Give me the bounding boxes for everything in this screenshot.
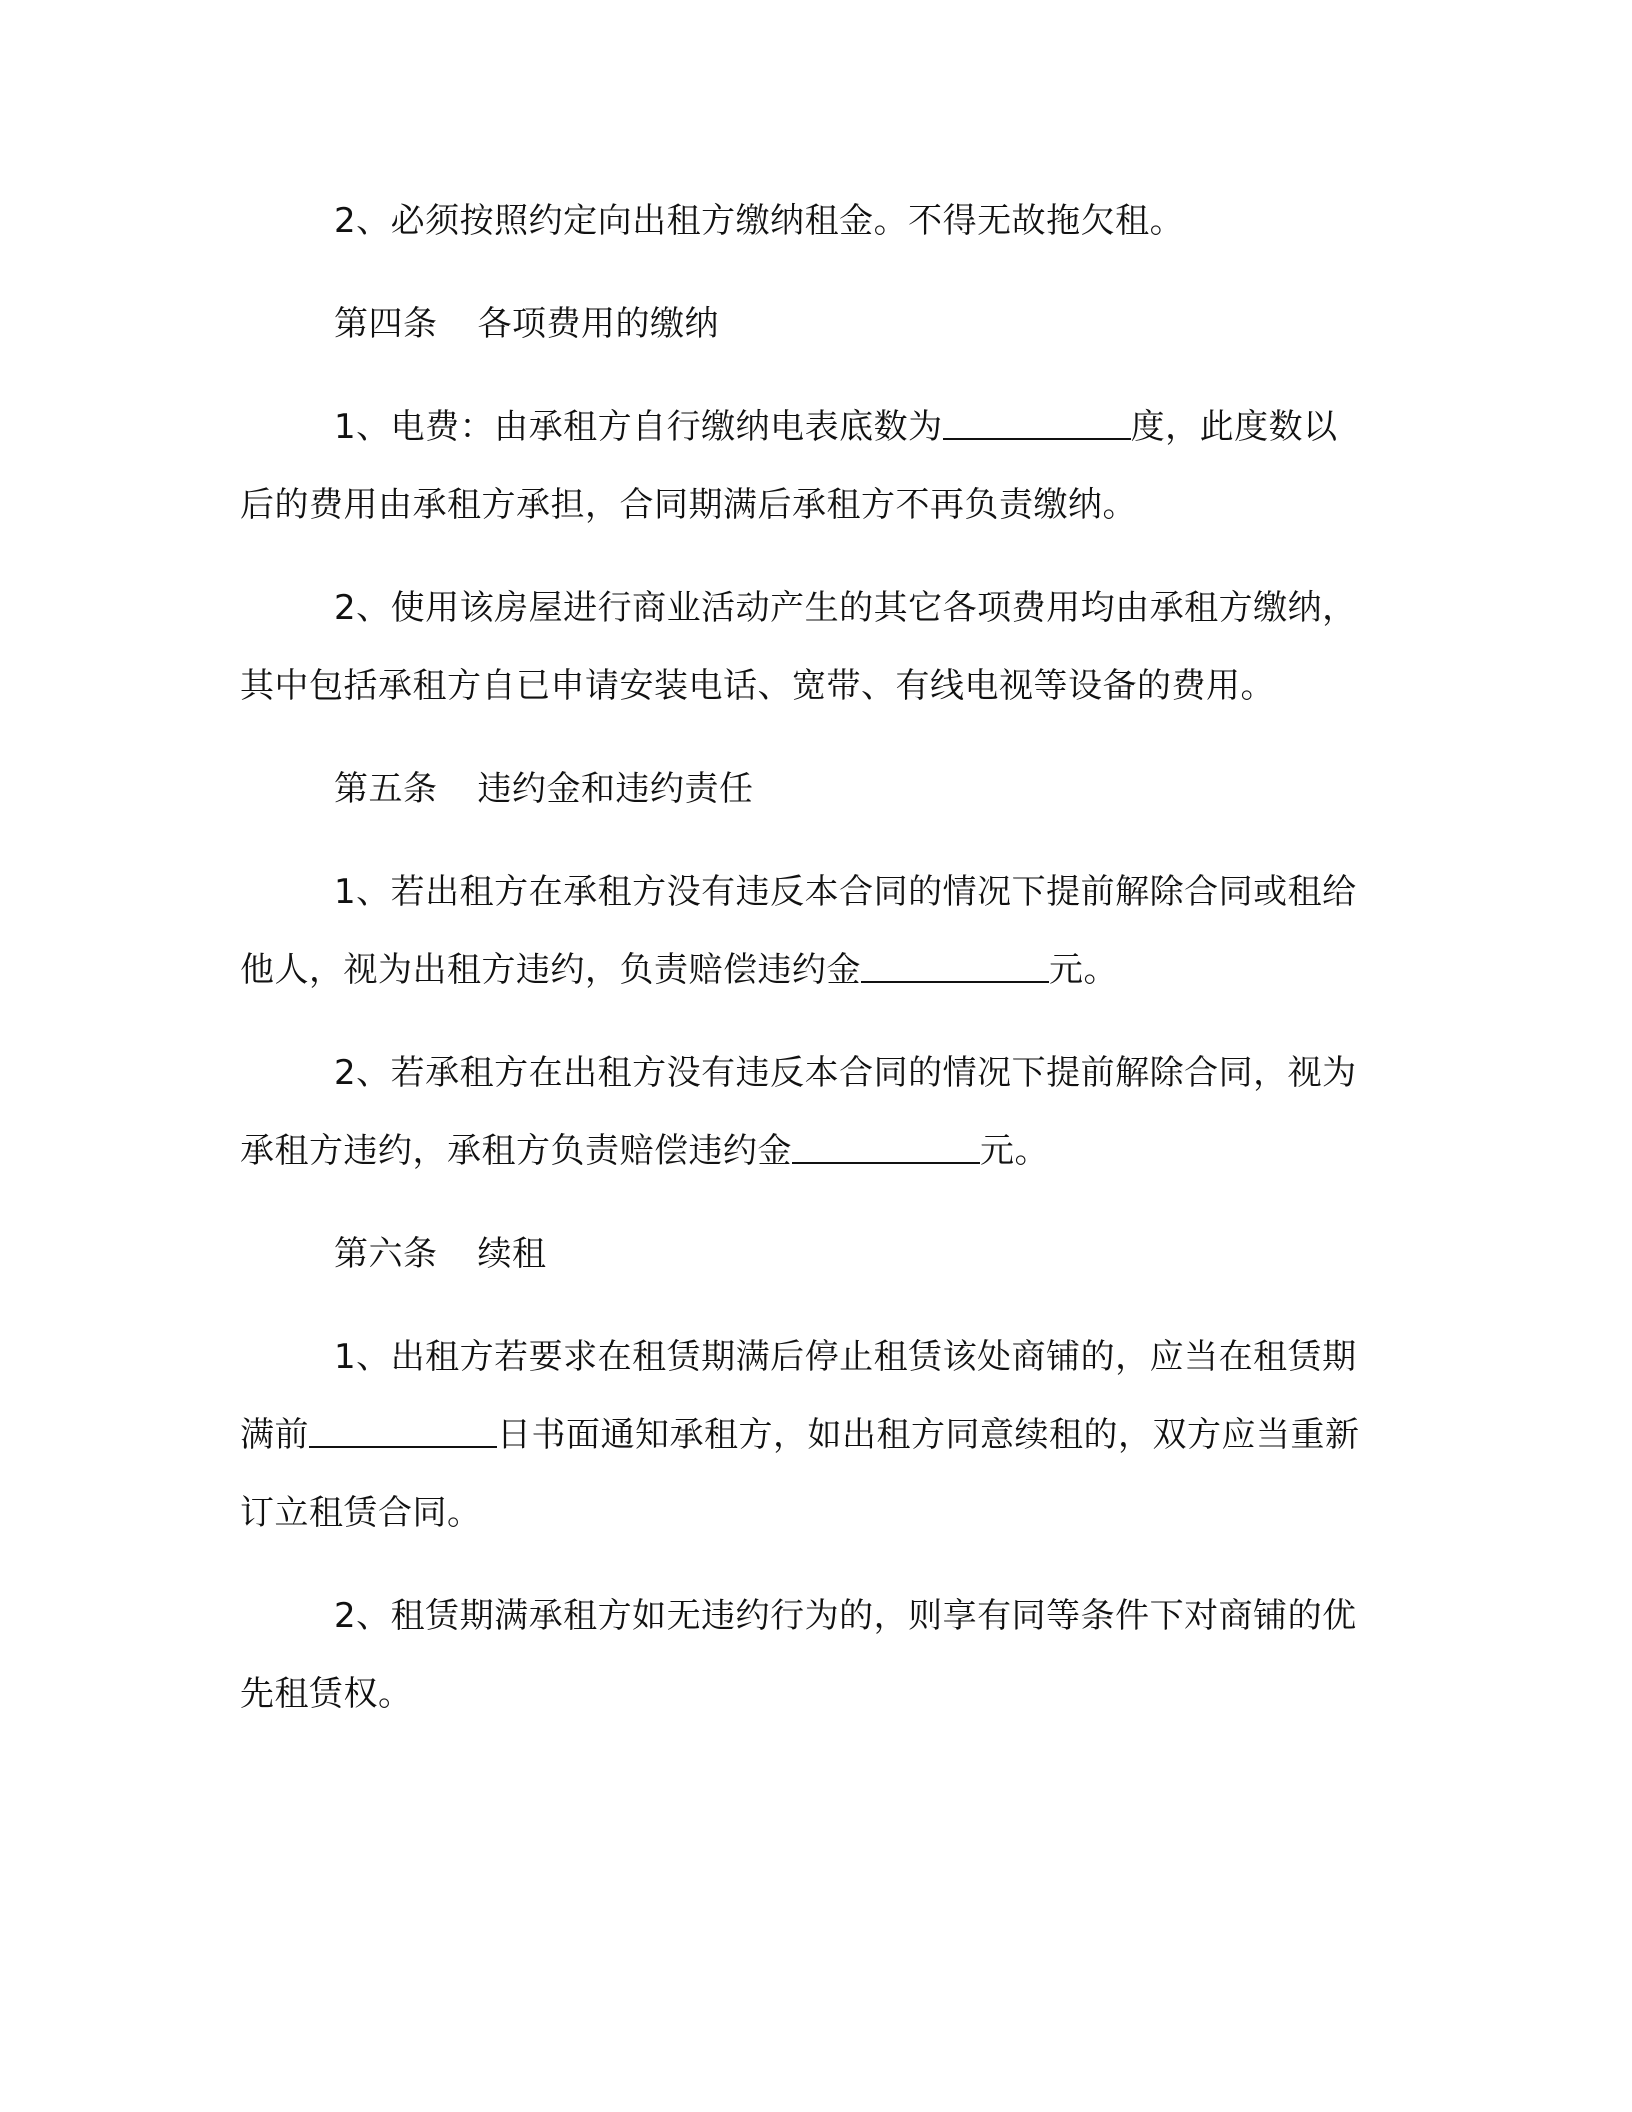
article-5-heading — [240, 750, 1370, 828]
paragraph-5-2 — [240, 1034, 1370, 1190]
paragraph-text: 元。 — [980, 1131, 1049, 1171]
fill-in-blank — [861, 951, 1049, 983]
article-4-heading — [240, 285, 1370, 363]
article-title: 各项费用的缴纳 — [477, 304, 719, 344]
paragraph-text: 日书面通知承租方，如出租方同意续租的，双方应当重新订立租赁合同。 — [240, 1415, 1360, 1533]
paragraph-text: 2、若承租方在出租方没有违反本合同的情况下提前解除合同，视为承租方违约，承租方负责赔偿违约金 — [240, 1053, 1357, 1171]
article-number: 第四条 — [334, 304, 438, 344]
article-number: 第五条 — [334, 769, 438, 809]
paragraph-text: 元。 — [1049, 950, 1118, 990]
article-title: 续租 — [477, 1234, 547, 1274]
article-6-heading — [240, 1215, 1370, 1293]
paragraph-text: 1、若出租方在承租方没有违反本合同的情况下提前解除合同或租给他人，视为出租方违约，负责赔偿违约金 — [240, 872, 1357, 990]
document-body — [240, 182, 1370, 1758]
paragraph-text: 度，此度数以后的费用由承租方承担，合同期满后承租方不再负责缴纳。 — [240, 407, 1338, 525]
article-number: 第六条 — [334, 1234, 438, 1274]
paragraph-4-2: 2、使用该房屋进行商业活动产生的其它各项费用均由承租方缴纳，其中包括承租方自已申请安装电话、宽带、有线电视等设备的费用。 — [240, 588, 1357, 706]
fill-in-blank — [792, 1132, 980, 1164]
fill-in-blank — [943, 408, 1131, 440]
article-title: 违约金和违约责任 — [477, 769, 754, 809]
paragraph-4-1 — [240, 388, 1370, 544]
paragraph-text: 1、出租方若要求在租赁期满后停止租赁该处商铺的，应当在租赁期满前 — [240, 1337, 1357, 1455]
fill-in-blank — [309, 1416, 497, 1448]
paragraph-3-2: 2、必须按照约定向出租方缴纳租金。不得无故拖欠租。 — [334, 201, 1185, 241]
paragraph-text: 1、电费：由承租方自行缴纳电表底数为 — [334, 407, 943, 447]
paragraph-6-1 — [240, 1318, 1370, 1552]
paragraph-6-2: 2、租赁期满承租方如无违约行为的，则享有同等条件下对商铺的优先租赁权。 — [240, 1596, 1357, 1714]
paragraph-5-1 — [240, 853, 1370, 1009]
